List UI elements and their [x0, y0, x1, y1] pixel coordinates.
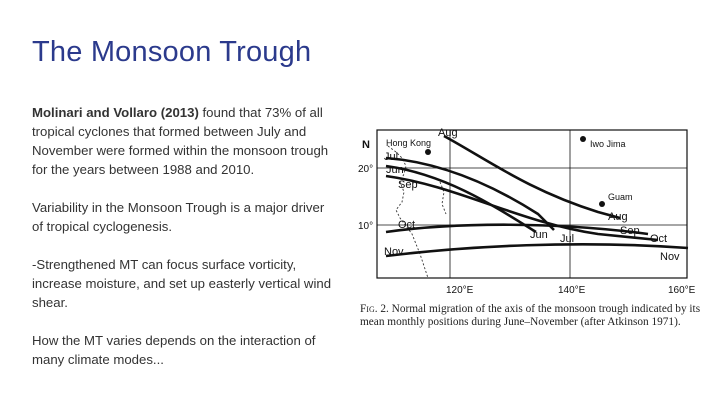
slide-body: [32, 103, 332, 388]
label-guam: Guam: [608, 192, 633, 202]
label-nov-right: Nov: [660, 251, 680, 263]
island-outline: [440, 182, 446, 214]
label-iwo-jima: Iwo Jima: [590, 139, 626, 149]
guam-dot: [599, 201, 605, 207]
figure-caption: [360, 303, 705, 329]
slide-title: The Monsoon Trough: [32, 36, 312, 68]
axis-120e: 120°E: [446, 285, 474, 296]
label-jun-mid: Jun: [530, 229, 548, 241]
label-aug-right: Aug: [608, 211, 628, 223]
label-nov-left: Nov: [384, 246, 404, 258]
trough-nov: [386, 244, 688, 256]
axis-10: 10°: [358, 221, 374, 232]
label-jul-left: Jul: [384, 151, 399, 163]
label-sep-left: Sep: [398, 179, 418, 191]
map-frame: [377, 130, 687, 278]
label-jul-mid: Jul: [560, 233, 575, 245]
label-sep-right: Sep: [620, 225, 640, 237]
axis-140e: 140°E: [558, 285, 586, 296]
axis-n: N: [362, 139, 370, 151]
caption-text: Normal migration of the axis of the monsoon trough indicated by its mean monthly positions during June–November (after Atkinson 1971).: [360, 303, 701, 328]
axis-20: 20°: [358, 164, 374, 175]
hong-kong-dot: [425, 149, 431, 155]
iwo-jima-dot: [580, 136, 586, 142]
label-oct-right: Oct: [650, 233, 668, 245]
paragraph-variability: Variability in the Monsoon Trough is a major driver of tropical cyclogenesis.: [32, 200, 325, 234]
paragraph-citation: [32, 103, 332, 179]
label-aug-top: Aug: [438, 127, 458, 139]
caption-fig-number: Fig. 2.: [360, 303, 389, 315]
axis-160e: 160°E: [668, 285, 696, 296]
paragraph-interaction: How the MT varies depends on the interaction of many climate modes...: [32, 333, 316, 367]
citation-rest: found that 73% of all tropical cyclones that formed between July and November were formed within the monsoon trough for the years between 1988 and 2010.: [32, 105, 329, 177]
paragraph-strengthened: -Strengthened MT can focus surface vorticity, increase moisture, and set up easterly vertical wind shear.: [32, 257, 332, 310]
citation-bold: Molinari and Vollaro (2013): [32, 105, 199, 120]
trough-map: [358, 122, 698, 300]
label-jun-left: Jun: [386, 164, 404, 176]
trough-oct: [386, 225, 648, 234]
label-oct-left: Oct: [398, 219, 416, 231]
label-hong-kong: Hong Kong: [386, 138, 432, 148]
